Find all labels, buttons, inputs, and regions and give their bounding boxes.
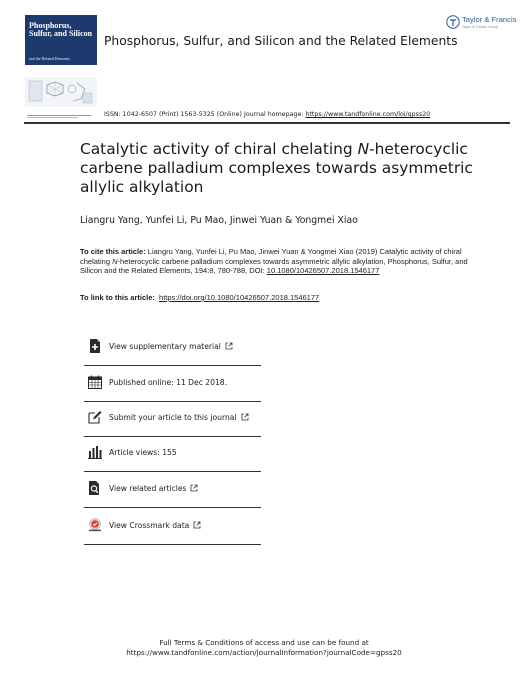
citation-text-1: Liangru Yang, Yunfei Li, Pu Mao, Jinwei Yuan & Yongmei Xiao (2019) Catalytic activity of chiral chelating bbox=[80, 247, 462, 266]
publisher-tagline: Taylor & Francis Group bbox=[462, 25, 498, 29]
title-italic-n: N bbox=[357, 140, 370, 158]
article-link-line bbox=[80, 293, 319, 302]
calendar-icon bbox=[88, 375, 102, 389]
crossmark-icon bbox=[88, 518, 102, 532]
title-text-1: Catalytic activity of chiral chelating bbox=[80, 140, 358, 158]
related-search-icon bbox=[88, 481, 102, 495]
citation-label: To cite this article: bbox=[80, 247, 146, 256]
cover-imprint bbox=[27, 115, 91, 118]
citation-block bbox=[80, 247, 470, 276]
issn-text: ISSN: 1042-6507 (Print) 1563-5325 (Online) Journal homepage: bbox=[104, 111, 306, 118]
journal-homepage-link[interactable]: https://www.tandfonline.com/loi/gpss20 bbox=[305, 111, 431, 118]
edit-pencil-icon bbox=[88, 410, 102, 424]
crossmark-link[interactable] bbox=[84, 509, 261, 545]
citation-italic-n: N bbox=[112, 256, 118, 266]
journal-title[interactable]: Phosphorus, Sulfur, and Silicon and the Related Elements bbox=[104, 34, 458, 48]
external-link-icon bbox=[193, 521, 201, 529]
related-articles-label: View related articles bbox=[109, 484, 187, 493]
cover-title: Phosphorus, Sulfur, and Silicon bbox=[29, 21, 93, 38]
submit-article-link[interactable] bbox=[84, 401, 261, 437]
published-online-info bbox=[84, 366, 261, 402]
citation-text-2: -heterocyclic carbene palladium complexes towards asymmetric allylic alkylation, Phosphorus, Sulfur, and Silicon and the Related Elements, 194:8, 780-788, DOI: bbox=[80, 256, 468, 276]
crossmark-label: View Crossmark data bbox=[109, 521, 190, 530]
cover-subtitle: and the Related Elements bbox=[29, 56, 70, 61]
citation-doi-link[interactable]: 10.1080/10426507.2018.1546177 bbox=[266, 266, 380, 276]
publisher-name: Taylor & Francis bbox=[462, 15, 517, 24]
title-text-2: -heterocyclic carbene palladium complexes towards asymmetric allylic alkylation bbox=[80, 140, 473, 196]
footer-terms-link[interactable]: https://www.tandfonline.com/action/journalInformation?journalCode=gpss20 bbox=[126, 648, 402, 657]
journal-cover bbox=[25, 15, 97, 107]
external-link-icon bbox=[190, 484, 198, 492]
supplementary-material-link[interactable] bbox=[84, 330, 261, 366]
article-views-label: Article views: 155 bbox=[109, 448, 177, 457]
item-divider bbox=[84, 544, 261, 545]
item-divider bbox=[84, 507, 261, 508]
supplementary-label: View supplementary material bbox=[109, 342, 221, 351]
article-authors: Liangru Yang, Yunfei Li, Pu Mao, Jinwei Yuan & Yongmei Xiao bbox=[80, 215, 358, 226]
footer-line-1: Full Terms & Conditions of access and use can be found at bbox=[159, 638, 369, 647]
published-online-label: Published online: 11 Dec 2018. bbox=[109, 378, 228, 387]
article-title bbox=[80, 140, 490, 197]
link-label: To link to this article: bbox=[80, 293, 157, 302]
issn-line bbox=[104, 111, 430, 118]
related-articles-link[interactable] bbox=[84, 472, 261, 508]
bar-chart-icon bbox=[88, 445, 102, 459]
cover-artwork bbox=[25, 77, 97, 107]
external-link-icon bbox=[241, 413, 249, 421]
submit-label: Submit your article to this journal bbox=[109, 413, 237, 422]
external-link-icon bbox=[225, 342, 233, 350]
header-divider bbox=[24, 122, 510, 124]
article-views-info bbox=[84, 436, 261, 472]
publisher-logo[interactable] bbox=[445, 14, 515, 38]
taylor-francis-emblem-icon bbox=[446, 15, 460, 29]
article-doi-link[interactable]: https://doi.org/10.1080/10426507.2018.1546177 bbox=[159, 293, 320, 302]
supplementary-plus-icon bbox=[88, 339, 102, 353]
footer-terms bbox=[0, 638, 528, 658]
